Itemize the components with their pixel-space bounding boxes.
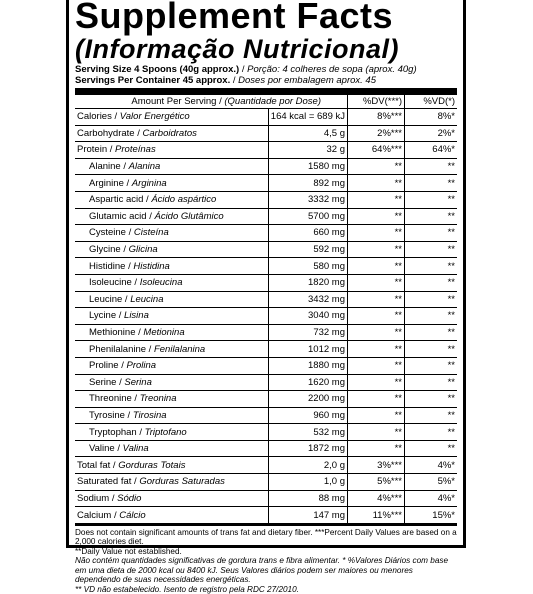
nutrient-dv-us: ** — [348, 424, 405, 441]
nutrient-name-pt: Leucina — [130, 293, 164, 305]
nutrient-name-en: Carbohydrate — [77, 127, 135, 139]
nutrient-vd-br: 2%* — [405, 125, 458, 142]
nutrient-name-en: Protein — [77, 144, 108, 156]
nutrient-vd-br: ** — [405, 324, 458, 341]
servings-per-container-line: Servings Per Container 45 approx. / Doses por embalagem aprox. 45 — [75, 75, 376, 86]
nutrient-amount: 4,5 g — [268, 125, 347, 142]
nutrient-name-en: Cysteine — [89, 227, 126, 239]
nutrient-amount: 88 mg — [268, 490, 347, 507]
nutrient-dv-us: ** — [348, 291, 405, 308]
table-row — [75, 457, 457, 474]
nutrient-dv-us: ** — [348, 374, 405, 391]
nutrient-vd-br: ** — [405, 440, 458, 457]
nutrition-table — [75, 95, 457, 526]
nutrient-dv-us: ** — [348, 440, 405, 457]
nutrient-vd-br: 15%* — [405, 507, 458, 525]
nutrient-name-en: Lycine — [89, 310, 117, 322]
nutrient-name: Glutamic acid / Ácido Glutâmico — [75, 208, 268, 225]
nutrient-name-en: Sodium — [77, 492, 110, 504]
nutrient-name-pt: Prolina — [126, 360, 157, 372]
nutrient-name-en: Glycine — [89, 244, 121, 256]
nutrient-dv-us: 4%*** — [348, 490, 405, 507]
nutrient-name-pt: Lisina — [124, 310, 149, 322]
nutrient-name-pt: Carboidratos — [142, 127, 197, 139]
table-row — [75, 291, 457, 308]
nutrient-amount: 592 mg — [268, 241, 347, 258]
nutrient-name-en: Calories — [77, 111, 112, 123]
nutrient-amount: 1880 mg — [268, 357, 347, 374]
nutrient-amount: 1820 mg — [268, 274, 347, 291]
nutrient-name: Methionine / Metionina — [75, 324, 268, 341]
table-row — [75, 158, 457, 175]
nutrient-vd-br: 4%* — [405, 457, 458, 474]
nutrient-name-pt: Gorduras Totais — [118, 459, 186, 471]
nutrient-name-pt: Fenilalanina — [153, 343, 206, 355]
nutrient-vd-br: ** — [405, 241, 458, 258]
nutrient-vd-br: ** — [405, 225, 458, 242]
nutrient-vd-br: 64%* — [405, 142, 458, 159]
nutrient-name-pt: Serina — [124, 376, 152, 388]
table-row — [75, 474, 457, 491]
nutrient-name-en: Tyrosine — [89, 409, 125, 421]
nutrient-amount: 960 mg — [268, 407, 347, 424]
nutrient-name: Leucine / Leucina — [75, 291, 268, 308]
nutrient-name: Sodium / Sódio — [75, 490, 268, 507]
nutrient-vd-br: ** — [405, 391, 458, 408]
nutrient-amount: 892 mg — [268, 175, 347, 192]
footnote-pt-1: Não contém quantidades significativas de gordura trans e fibra alimentar. * %Valores Diários com base em uma dieta de 2000 kcal ou 8400 kJ. Seus Valores diários podem ser maiores ou menores dependendo de suas necessidades energéticas. — [75, 556, 449, 585]
table-row — [75, 208, 457, 225]
nutrient-vd-br: ** — [405, 208, 458, 225]
nutrient-name-en: Histidine — [89, 260, 126, 272]
nutrient-name: Alanine / Alanina — [75, 158, 268, 175]
nutrient-name-pt: Glicina — [128, 244, 158, 256]
nutrient-dv-us: ** — [348, 191, 405, 208]
nutrient-vd-br: ** — [405, 191, 458, 208]
nutrient-dv-us: ** — [348, 225, 405, 242]
nutrient-dv-us: ** — [348, 175, 405, 192]
footnotes — [75, 528, 457, 594]
nutrient-name: Carbohydrate / Carboidratos — [75, 125, 268, 142]
nutrient-name: Phenilalanine / Fenilalanina — [75, 341, 268, 358]
table-row — [75, 391, 457, 408]
table-row — [75, 424, 457, 441]
nutrient-name-pt: Isoleucina — [139, 277, 183, 289]
nutrient-amount: 3432 mg — [268, 291, 347, 308]
dv-header-2: %VD(*) — [405, 95, 458, 109]
footnote-pt-2: ** VD não estabelecido. Isento de registro pela RDC 27/2010. — [75, 584, 299, 594]
nutrient-dv-us: ** — [348, 274, 405, 291]
nutrient-dv-us: ** — [348, 407, 405, 424]
nutrient-name: Saturated fat / Gorduras Saturadas — [75, 474, 268, 491]
nutrient-amount: 3332 mg — [268, 191, 347, 208]
table-row — [75, 507, 457, 525]
amount-header-pt: (Quantidade por Dose) — [224, 96, 321, 107]
supplement-facts-panel — [66, 0, 466, 594]
nutrient-amount: 1012 mg — [268, 341, 347, 358]
table-row — [75, 225, 457, 242]
table-header-row — [75, 95, 457, 109]
nutrient-amount: 732 mg — [268, 324, 347, 341]
nutrient-amount: 532 mg — [268, 424, 347, 441]
nutrient-name: Glycine / Glicina — [75, 241, 268, 258]
nutrient-amount: 1872 mg — [268, 440, 347, 457]
nutrient-name-en: Arginine — [89, 177, 124, 189]
nutrient-name-pt: Cisteína — [133, 227, 169, 239]
nutrient-name-pt: Ácido Glutâmico — [154, 210, 224, 222]
nutrient-amount: 1620 mg — [268, 374, 347, 391]
nutrient-name-pt: Ácido aspártico — [151, 194, 217, 206]
nutrient-dv-us: ** — [348, 208, 405, 225]
table-row — [75, 142, 457, 159]
nutrient-dv-us: 64%*** — [348, 142, 405, 159]
table-row — [75, 308, 457, 325]
nutrient-name: Arginine / Arginina — [75, 175, 268, 192]
amount-per-serving-header: Amount Per Serving / (Quantidade por Dose) — [75, 95, 348, 109]
serving-size-en: Serving Size 4 Spoons (40g approx.) — [75, 64, 240, 75]
serving-size-line: Serving Size 4 Spoons (40g approx.) / Porção: 4 colheres de sopa (aprox. 40g) — [75, 64, 417, 75]
nutrient-vd-br: ** — [405, 291, 458, 308]
thick-divider — [75, 88, 457, 95]
nutrient-name-en: Threonine — [89, 393, 132, 405]
nutrient-vd-br: ** — [405, 274, 458, 291]
footnote-en-2: **Daily Value not established. — [75, 546, 182, 556]
nutrient-name-en: Aspartic acid — [89, 194, 144, 206]
nutrient-name-en: Methionine — [89, 327, 136, 339]
nutrient-dv-us: ** — [348, 158, 405, 175]
nutrient-name: Lycine / Lisina — [75, 308, 268, 325]
table-row — [75, 440, 457, 457]
nutrient-name-pt: Triptofano — [144, 426, 187, 438]
nutrient-dv-us: 11%*** — [348, 507, 405, 525]
table-row — [75, 175, 457, 192]
nutrient-name-pt: Metionina — [143, 327, 185, 339]
nutrient-amount: 164 kcal = 689 kJ — [268, 109, 347, 126]
nutrient-vd-br: ** — [405, 258, 458, 275]
nutrient-name: Total fat / Gorduras Totais — [75, 457, 268, 474]
nutrient-amount: 147 mg — [268, 507, 347, 525]
nutrient-name: Valine / Valina — [75, 440, 268, 457]
nutrient-name-en: Glutamic acid — [89, 210, 147, 222]
nutrient-amount: 660 mg — [268, 225, 347, 242]
nutrient-vd-br: ** — [405, 175, 458, 192]
nutrient-amount: 3040 mg — [268, 308, 347, 325]
nutrient-name-pt: Sódio — [117, 492, 142, 504]
nutrient-dv-us: ** — [348, 391, 405, 408]
nutrient-name-pt: Tirosina — [132, 409, 167, 421]
table-row — [75, 374, 457, 391]
nutrient-vd-br: ** — [405, 357, 458, 374]
nutrient-dv-us: ** — [348, 241, 405, 258]
nutrient-dv-us: ** — [348, 324, 405, 341]
nutrient-name-en: Alanine — [89, 161, 121, 173]
nutrient-name: Threonine / Treonina — [75, 391, 268, 408]
nutrient-amount: 1,0 g — [268, 474, 347, 491]
nutrient-amount: 2,0 g — [268, 457, 347, 474]
panel-subtitle: (Informação Nutricional) — [75, 34, 400, 64]
nutrient-name-en: Valine — [89, 443, 115, 455]
nutrient-amount: 1580 mg — [268, 158, 347, 175]
serving-size-pt: Porção: 4 colheres de sopa (aprox. 40g) — [247, 64, 417, 75]
nutrient-name-pt: Gorduras Saturadas — [139, 476, 225, 488]
panel-title: Supplement Facts — [75, 0, 394, 36]
nutrient-name-pt: Valina — [122, 443, 149, 455]
table-row — [75, 341, 457, 358]
nutrient-name-pt: Cálcio — [119, 509, 146, 521]
nutrient-amount: 32 g — [268, 142, 347, 159]
nutrient-name: Calories / Valor Energético — [75, 109, 268, 126]
nutrient-vd-br: 4%* — [405, 490, 458, 507]
nutrient-name-en: Isoleucine — [89, 277, 132, 289]
table-row — [75, 324, 457, 341]
table-row — [75, 274, 457, 291]
nutrient-name: Protein / Proteínas — [75, 142, 268, 159]
nutrient-name-en: Leucine — [89, 293, 123, 305]
nutrient-dv-us: 3%*** — [348, 457, 405, 474]
table-row — [75, 258, 457, 275]
nutrient-name: Tryptophan / Triptofano — [75, 424, 268, 441]
nutrient-dv-us: ** — [348, 357, 405, 374]
table-row — [75, 407, 457, 424]
table-row — [75, 109, 457, 126]
nutrient-name-en: Proline — [89, 360, 119, 372]
table-row — [75, 490, 457, 507]
nutrient-name-pt: Arginina — [131, 177, 167, 189]
nutrient-name-en: Calcium — [77, 509, 112, 521]
nutrient-name: Calcium / Cálcio — [75, 507, 268, 525]
nutrient-name: Tyrosine / Tirosina — [75, 407, 268, 424]
nutrient-name-en: Tryptophan — [89, 426, 137, 438]
nutrient-amount: 2200 mg — [268, 391, 347, 408]
nutrient-name-en: Saturated fat — [77, 476, 132, 488]
nutrient-name: Serine / Serina — [75, 374, 268, 391]
nutrient-vd-br: ** — [405, 407, 458, 424]
nutrient-dv-us: ** — [348, 258, 405, 275]
nutrient-name-pt: Valor Energético — [119, 111, 190, 123]
nutrient-vd-br: ** — [405, 308, 458, 325]
table-row — [75, 357, 457, 374]
table-row — [75, 191, 457, 208]
nutrient-name: Cysteine / Cisteína — [75, 225, 268, 242]
table-row — [75, 125, 457, 142]
nutrient-dv-us: ** — [348, 341, 405, 358]
dv-header-1: %DV(***) — [348, 95, 405, 109]
nutrient-name: Aspartic acid / Ácido aspártico — [75, 191, 268, 208]
nutrient-name: Histidine / Histidina — [75, 258, 268, 275]
nutrient-vd-br: ** — [405, 374, 458, 391]
nutrient-dv-us: 5%*** — [348, 474, 405, 491]
nutrient-name-pt: Alanina — [128, 161, 161, 173]
nutrient-amount: 5700 mg — [268, 208, 347, 225]
nutrient-dv-us: ** — [348, 308, 405, 325]
servings-en: Servings Per Container 45 approx. — [75, 75, 231, 86]
nutrient-vd-br: 8%* — [405, 109, 458, 126]
nutrient-dv-us: 8%*** — [348, 109, 405, 126]
nutrient-vd-br: ** — [405, 424, 458, 441]
nutrient-name: Proline / Prolina — [75, 357, 268, 374]
nutrient-name-pt: Treonina — [139, 393, 177, 405]
nutrient-vd-br: ** — [405, 341, 458, 358]
nutrient-name-en: Serine — [89, 376, 117, 388]
nutrient-dv-us: 2%*** — [348, 125, 405, 142]
nutrient-name-en: Phenilalanine — [89, 343, 147, 355]
nutrient-name: Isoleucine / Isoleucina — [75, 274, 268, 291]
nutrient-name-pt: Histidina — [133, 260, 170, 272]
nutrient-amount: 580 mg — [268, 258, 347, 275]
nutrient-vd-br: 5%* — [405, 474, 458, 491]
nutrient-name-en: Total fat — [77, 459, 111, 471]
servings-pt: Doses por embalagem aprox. 45 — [238, 75, 376, 86]
footnote-en-1: Does not contain significant amounts of trans fat and dietary fiber. ***Percent Daily Values are based on a 2,000 calories diet. — [75, 527, 457, 547]
table-row — [75, 241, 457, 258]
amount-header-en: Amount Per Serving — [131, 96, 217, 107]
nutrient-vd-br: ** — [405, 158, 458, 175]
nutrient-name-pt: Proteínas — [115, 144, 156, 156]
